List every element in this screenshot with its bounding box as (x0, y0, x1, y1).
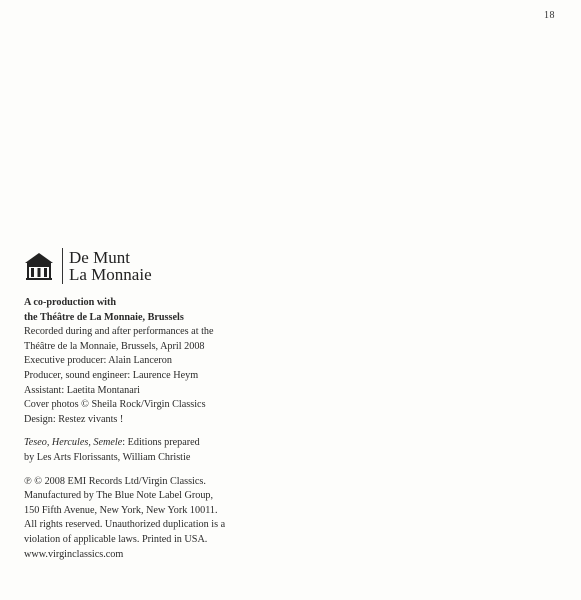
website-line: www.virginclassics.com (24, 548, 124, 560)
editions-rest: : Editions prepared (122, 437, 200, 449)
recording-line: Executive producer: Alain Lanceron (24, 355, 172, 367)
recording-line: Cover photos © Sheila Rock/Virgin Classics (24, 399, 206, 411)
legal-line: All rights reserved. Unauthorized duplication is a (24, 519, 226, 531)
legal-line: ℗ © 2008 EMI Records Ltd/Virgin Classics. (24, 475, 206, 487)
la-monnaie-logo (24, 248, 152, 284)
logo-line-la-monnaie: La Monnaie (69, 265, 152, 284)
spacer (24, 466, 324, 475)
legal-line: 150 Fifth Avenue, New York, New York 10011. (24, 504, 218, 516)
theatre-building-icon (24, 251, 54, 281)
recording-line: Recorded during and after performances at the (24, 326, 214, 338)
legal-line: Manufactured by The Blue Note Label Group, (24, 490, 214, 502)
recording-line: Design: Restez vivants ! (24, 413, 124, 425)
coproduction-line-1: A co-production with (24, 297, 117, 308)
legal-line: violation of applicable laws. Printed in USA. (24, 533, 208, 545)
credits-block (24, 296, 324, 562)
editions-titles: Teseo, Hercules, Semele (24, 437, 123, 449)
logo-line-de-munt: De Munt (69, 248, 130, 267)
editions-line-2: by Les Arts Florissants, William Christie (24, 451, 191, 463)
logo-text (69, 249, 152, 283)
logo-divider (62, 248, 63, 284)
recording-line: Théâtre de la Monnaie, Brussels, April 2008 (24, 340, 205, 352)
editions-line-1 (24, 436, 324, 451)
page-number: 18 (544, 10, 555, 21)
recording-line: Assistant: Laetita Montanari (24, 384, 140, 396)
coproduction-line-2: the Théâtre de La Monnaie, Brussels (24, 311, 184, 323)
spacer (24, 427, 324, 436)
recording-line: Producer, sound engineer: Laurence Heym (24, 369, 199, 381)
